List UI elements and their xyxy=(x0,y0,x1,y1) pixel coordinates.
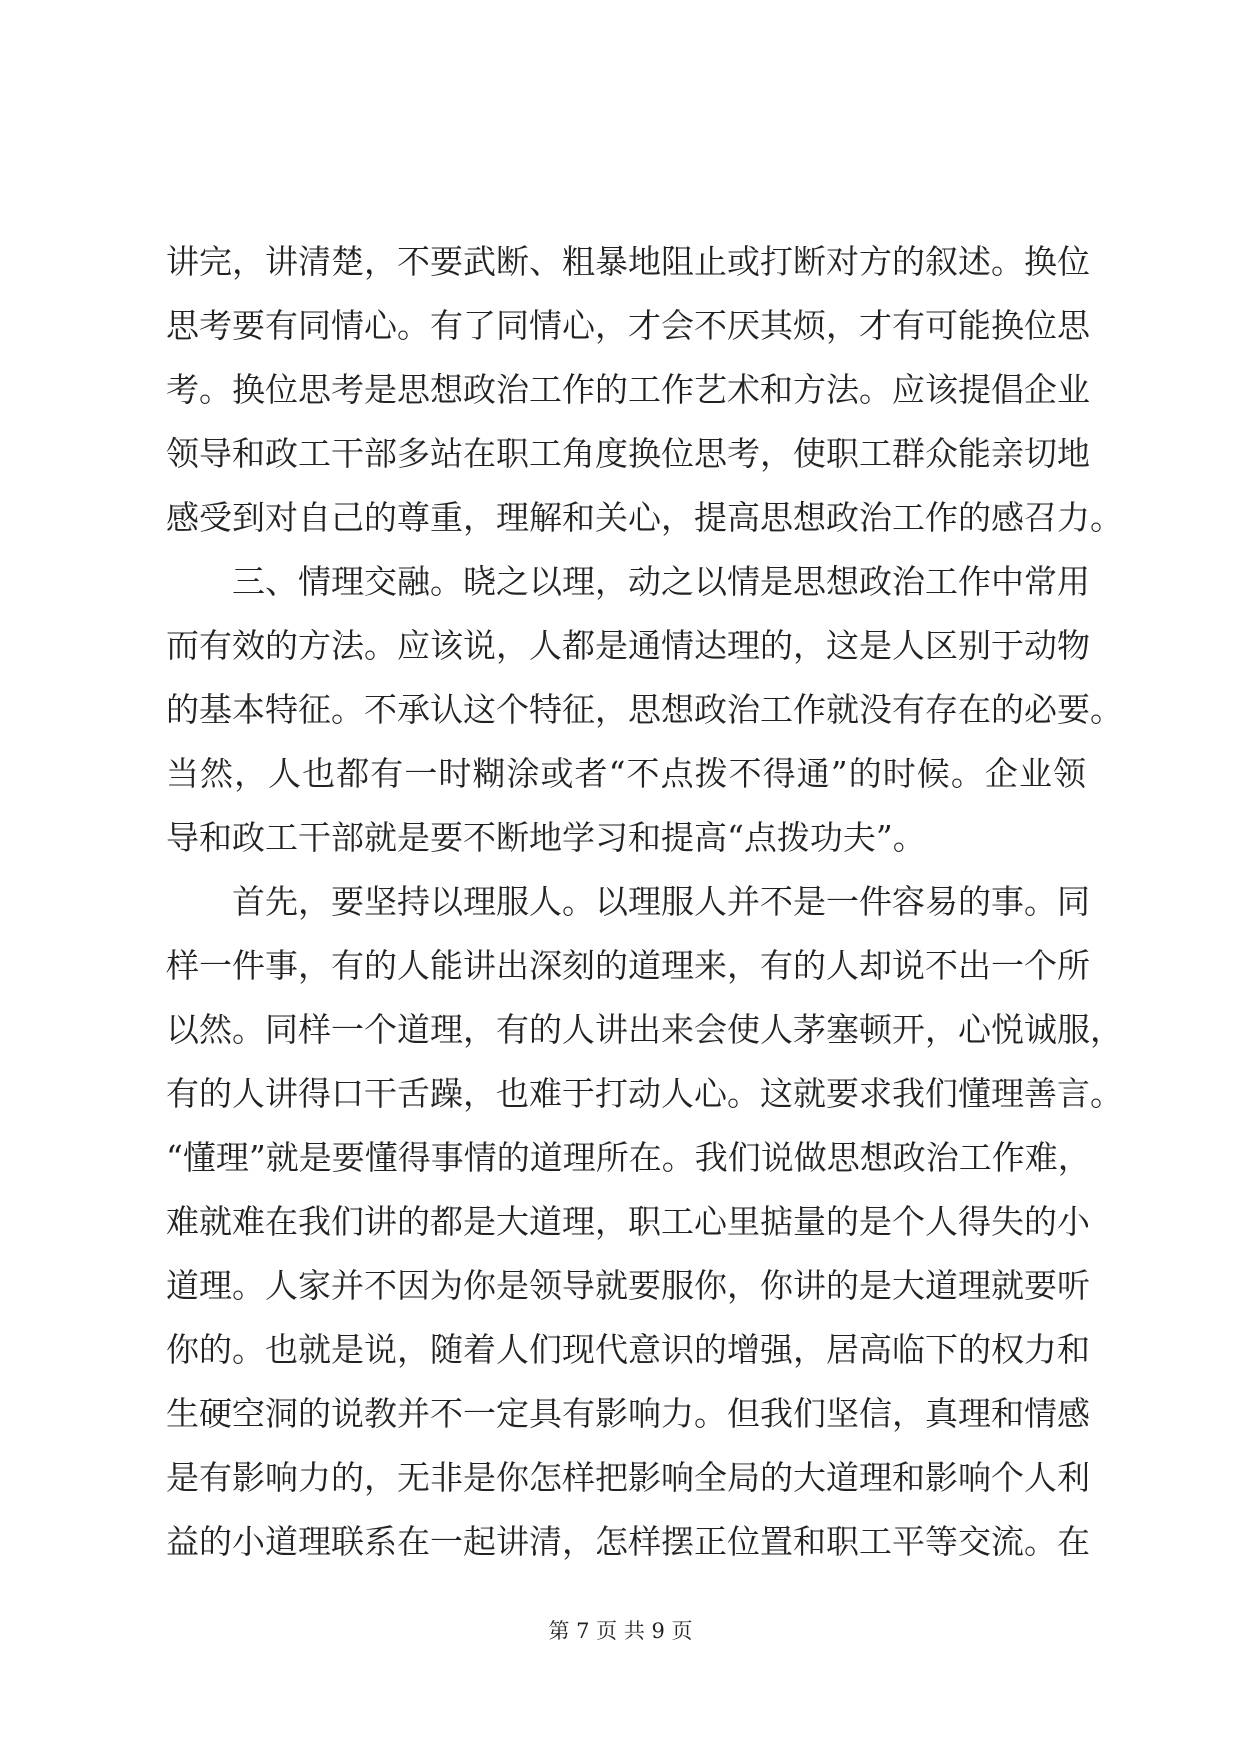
text-line: 益的小道理联系在一起讲清，怎样摆正位置和职工平等交流。在 xyxy=(166,1522,1090,1561)
text-line: “懂理”就是要懂得事情的道理所在。我们说做思想政治工作难， xyxy=(166,1138,1091,1177)
text-line: 难就难在我们讲的都是大道理，职工心里掂量的是个人得失的小 xyxy=(166,1202,1090,1241)
text-line: 样一件事，有的人能讲出深刻的道理来，有的人却说不出一个所 xyxy=(166,946,1090,985)
text-line: 讲完，讲清楚，不要武断、粗暴地阻止或打断对方的叙述。换位 xyxy=(166,242,1090,281)
text-line: 有的人讲得口干舌躁，也难于打动人心。这就要求我们懂理善言。 xyxy=(166,1074,1123,1113)
page-number-footer: 第 7 页 共 9 页 xyxy=(548,1619,693,1643)
text-line: 思考要有同情心。有了同情心，才会不厌其烦，才有可能换位思 xyxy=(166,306,1090,345)
text-line: 是有影响力的，无非是你怎样把影响全局的大道理和影响个人利 xyxy=(166,1458,1090,1497)
text-line: 以然。同样一个道理，有的人讲出来会使人茅塞顿开，心悦诚服， xyxy=(166,1010,1123,1049)
text-line: 考。换位思考是思想政治工作的工作艺术和方法。应该提倡企业 xyxy=(166,370,1090,409)
paragraph-start-line: 首先，要坚持以理服人。以理服人并不是一件容易的事。同 xyxy=(232,882,1090,921)
text-line: 领导和政工干部多站在职工角度换位思考，使职工群众能亲切地 xyxy=(166,434,1090,473)
text-line: 生硬空洞的说教并不一定具有影响力。但我们坚信，真理和情感 xyxy=(166,1394,1090,1433)
document-body xyxy=(166,230,1123,1574)
text-line: 感受到对自己的尊重，理解和关心，提高思想政治工作的感召力。 xyxy=(166,498,1123,537)
paragraph-start-line: 三、情理交融。晓之以理，动之以情是思想政治工作中常用 xyxy=(232,562,1090,601)
text-line: 你的。也就是说，随着人们现代意识的增强，居高临下的权力和 xyxy=(166,1330,1090,1369)
text-line: 当然，人也都有一时糊涂或者“不点拨不得通”的时候。企业领 xyxy=(166,754,1086,793)
text-line: 的基本特征。不承认这个特征，思想政治工作就没有存在的必要。 xyxy=(166,690,1123,729)
text-line: 道理。人家并不因为你是领导就要服你，你讲的是大道理就要听 xyxy=(166,1266,1090,1305)
text-line: 而有效的方法。应该说，人都是通情达理的，这是人区别于动物 xyxy=(166,626,1090,665)
text-line: 导和政工干部就是要不断地学习和提高“点拨功夫”。 xyxy=(166,818,926,857)
